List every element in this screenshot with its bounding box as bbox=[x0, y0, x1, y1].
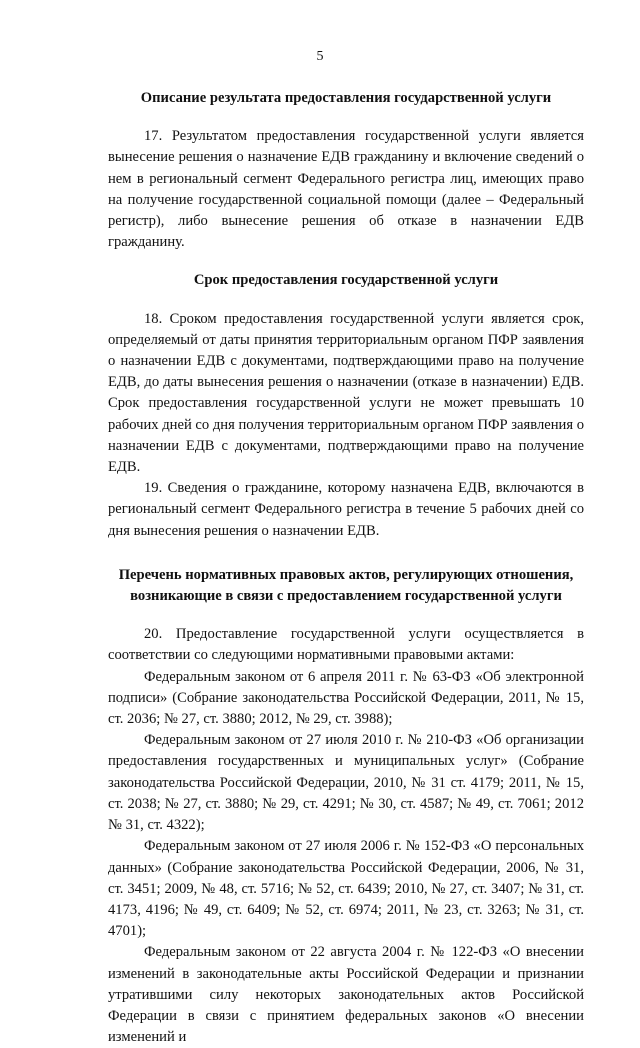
law-210-fz: Федеральным законом от 27 июля 2010 г. № 210-ФЗ «Об организации предоставления государственных и муниципальных услуг» (Собрание законодательства Российской Федерации, 2010, № 31 ст. 4179; 2011, № 15, ст. 2038; № 27, ст. 3880; № 29, ст. 4291; № 30, ст. 4587; № 49, ст. 7061; 2012 № 31, ст. 4322); bbox=[108, 732, 584, 834]
acts-heading: Перечень нормативных правовых актов, регулирующих отношения, возникающие в связи с предоставлением государственной услуги bbox=[118, 566, 574, 605]
term-heading: Срок предоставления государственной услуги bbox=[193, 272, 499, 289]
paragraph-18: 18. Сроком предоставления государственной услуги является срок, определяемый от даты принятия территориальным органом ПФР заявления о назначении ЕДВ с документами, подтверждающими право на получение ЕДВ, до даты вынесения решения о назначении (отказе в назначении) ЕДВ. Срок предоставления государственной услуги не может превышать 10 рабочих дней со дня получения территориальным органом ПФР заявления о назначении ЕДВ с документами, подтверждающими право на получение ЕДВ. bbox=[108, 310, 584, 476]
page-content bbox=[108, 88, 584, 1048]
paragraph-17: 17. Результатом предоставления государственной услуги является вынесение решения о назначение ЕДВ гражданину и включение сведений о нем в региональный сегмент Федерального регистра лиц, имеющих право на получение государственной социальной помощи (далее – Федеральный регистр), либо вынесение решения об отказе в назначении ЕДВ гражданину. bbox=[108, 128, 584, 251]
result-heading: Описание результата предоставления государственной услуги bbox=[140, 90, 552, 106]
paragraph-19: 19. Сведения о гражданине, которому назначена ЕДВ, включаются в региональный сегмент Федерального регистра в течение 5 рабочих дней со дня вынесения решения о назначении ЕДВ. bbox=[108, 480, 584, 539]
law-63-fz: Федеральным законом от 6 апреля 2011 г. № 63-ФЗ «Об электронной подписи» (Собрание законодательства Российской Федерации, 2011, № 15, ст. 2036; № 27, ст. 3880; 2012, № 29, ст. 3988); bbox=[108, 668, 584, 728]
law-152-fz: Федеральным законом от 27 июля 2006 г. № 152-ФЗ «О персональных данных» (Собрание законодательства Российской Федерации, 2006, № 31, ст. 3451; 2009, № 48, ст. 5716; № 52, ст. 6439; 2010, № 27, ст. 3407; № 31, ст. 4173, 4196; № 49, ст. 6409; № 52, ст. 6974; 2011, № 23, ст. 3263; № 31, ст. 4701); bbox=[108, 838, 584, 940]
page-number: 5 bbox=[316, 49, 324, 64]
paragraph-20: 20. Предоставление государственной услуги осуществляется в соответствии со следующими нормативными правовыми актами: bbox=[108, 626, 584, 664]
law-122-fz: Федеральным законом от 22 августа 2004 г. № 122-ФЗ «О внесении изменений в законодательные акты Российской Федерации и признании утратившими силу некоторых законодательных актов Российской Федерации в связи с принятием федеральных законов «О внесении изменений и bbox=[108, 944, 584, 1046]
